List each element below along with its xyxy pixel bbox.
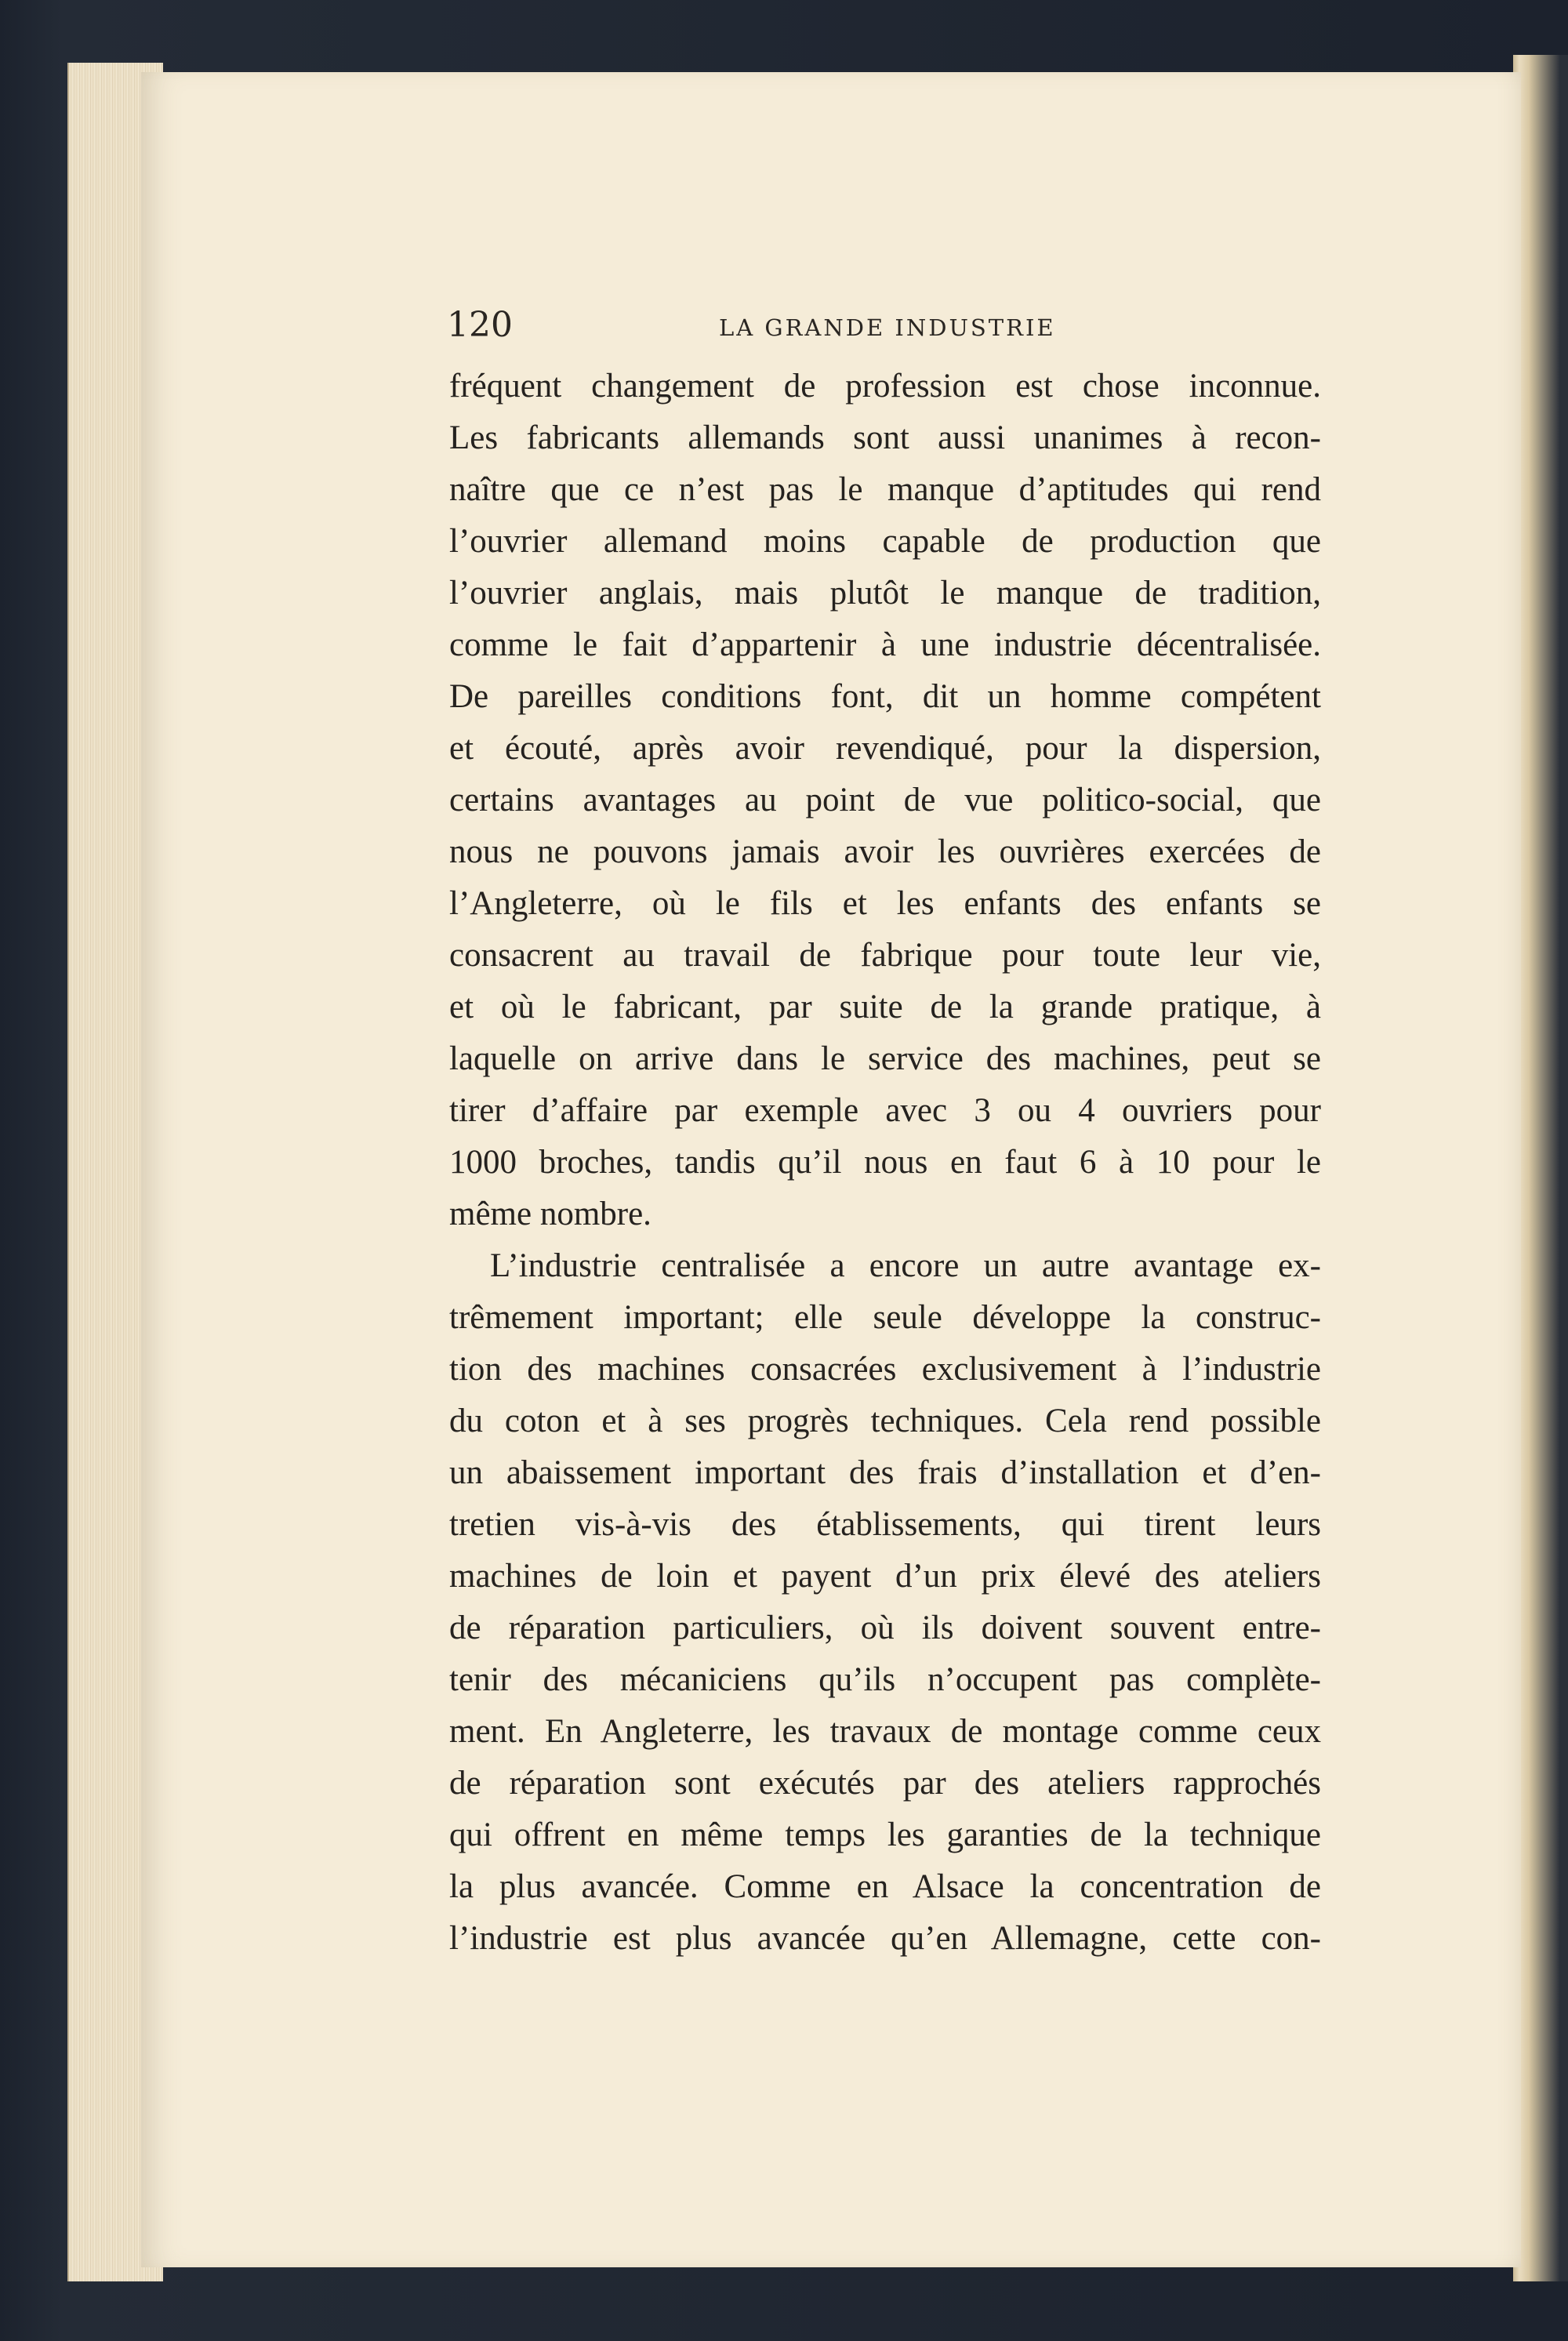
body-text (449, 361, 1321, 1965)
text-line: de réparation particuliers, où ils doivent souvent entre- (449, 1610, 1321, 1646)
text-line: ment. En Angleterre, les travaux de montage comme ceux (449, 1713, 1321, 1750)
text-line: et écouté, après avoir revendiqué, pour la dispersion, (449, 730, 1321, 767)
page-number: 120 (447, 305, 513, 345)
text-line: l’ouvrier anglais, mais plutôt le manque de tradition, (449, 575, 1321, 612)
text-line: la plus avancée. Comme en Alsace la concentration de (449, 1868, 1321, 1905)
text-line: un abaissement important des frais d’installation et d’en- (449, 1454, 1321, 1491)
text-line: tion des machines consacrées exclusivement à l’industrie (449, 1351, 1321, 1388)
next-page-edge (1513, 55, 1568, 2281)
paragraph (449, 361, 1321, 1240)
text-line: De pareilles conditions font, dit un homme compétent (449, 678, 1321, 715)
text-line: naître que ce n’est pas le manque d’aptitudes qui rend (449, 471, 1321, 508)
text-line: 1000 broches, tandis qu’il nous en faut 6 à 10 pour le (449, 1144, 1321, 1181)
paragraph (449, 1240, 1321, 1965)
text-line: de réparation sont exécutés par des ateliers rapprochés (449, 1765, 1321, 1802)
text-line: fréquent changement de profession est chose inconnue. (449, 368, 1321, 405)
text-line: l’Angleterre, où le fils et les enfants des enfants se (449, 885, 1321, 922)
text-line: et où le fabricant, par suite de la grande pratique, à (449, 989, 1321, 1025)
text-line: tirer d’affaire par exemple avec 3 ou 4 ouvriers pour (449, 1092, 1321, 1129)
text-line: du coton et à ses progrès techniques. Cela rend possible (449, 1403, 1321, 1439)
text-line: comme le fait d’appartenir à une industrie décentralisée. (449, 626, 1321, 663)
text-line: l’industrie est plus avancée qu’en Allemagne, cette con- (449, 1920, 1321, 1957)
text-line: machines de loin et payent d’un prix élevé des ateliers (449, 1558, 1321, 1595)
text-line: Les fabricants allemands sont aussi unanimes à recon- (449, 419, 1321, 456)
text-line: l’ouvrier allemand moins capable de production que (449, 523, 1321, 560)
running-head-title: LA GRANDE INDUSTRIE (719, 314, 1056, 341)
text-line: laquelle on arrive dans le service des machines, peut se (449, 1040, 1321, 1077)
running-head (447, 302, 1388, 357)
text-line: tretien vis-à-vis des établissements, qui tirent leurs (449, 1506, 1321, 1543)
text-line: tenir des mécaniciens qu’ils n’occupent pas complète- (449, 1661, 1321, 1698)
text-line: trêmement important; elle seule développe la construc- (449, 1299, 1321, 1336)
text-line: L’industrie centralisée a encore un autre avantage ex- (490, 1247, 1321, 1284)
text-line: nous ne pouvons jamais avoir les ouvrières exercées de (449, 833, 1321, 870)
text-line: certains avantages au point de vue politico-social, que (449, 782, 1321, 818)
text-line: consacrent au travail de fabrique pour toute leur vie, (449, 937, 1321, 974)
text-line: qui offrent en même temps les garanties de la technique (449, 1817, 1321, 1853)
text-line: même nombre. (449, 1196, 652, 1232)
